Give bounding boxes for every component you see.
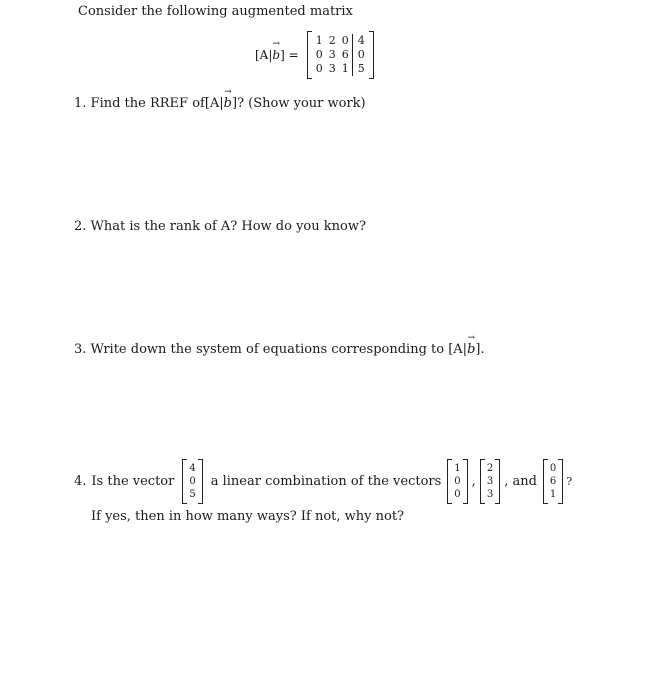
matrix-cell: 0 <box>341 34 349 47</box>
question-3-number: 3. <box>74 342 87 357</box>
matrix-cell: 0 <box>315 62 323 75</box>
question-2 <box>74 219 366 234</box>
question-2-text: What is the rank of A? How do you know? <box>90 219 366 234</box>
matrix-cell: 3 <box>328 62 336 75</box>
vector-separator-comma: , <box>471 474 476 489</box>
question-4-followup: If yes, then in how many ways? If not, why not? <box>91 509 405 524</box>
matrix-cell: 1 <box>315 34 323 47</box>
matrix-label <box>255 48 299 62</box>
augmented-matrix-block <box>255 32 374 78</box>
question-3-text-after: ]. <box>475 342 485 357</box>
vector-entry: 3 <box>486 476 494 487</box>
question-1-text-before: Find the RREF of[A| <box>90 96 224 111</box>
basis-vector-1 <box>447 460 467 503</box>
vector-entry: 1 <box>454 463 461 474</box>
matrix-augmented-cell: 5 <box>352 62 368 76</box>
question-4-question-mark: ? <box>566 475 573 488</box>
question-2-number: 2. <box>74 219 87 234</box>
vector-entry: 0 <box>454 489 461 500</box>
matrix-row <box>313 34 368 48</box>
vector-entry: 2 <box>486 463 494 474</box>
question-1-number: 1. <box>74 96 87 111</box>
target-vector <box>182 460 202 503</box>
question-4-lead-text: Is the vector <box>91 474 175 489</box>
vector-entry: 5 <box>189 489 196 500</box>
matrix-row <box>313 48 368 62</box>
augmented-matrix <box>307 32 374 78</box>
vector-entry: 0 <box>549 463 557 474</box>
question-1-b: → b <box>224 96 232 111</box>
vector-entry: 0 <box>454 476 461 487</box>
question-3 <box>74 342 485 357</box>
matrix-augmented-cell: 4 <box>352 34 368 48</box>
matrix-cell: 3 <box>328 48 336 61</box>
question-4-combo-text: a linear combination of the vectors <box>210 474 442 489</box>
vector-entry: 0 <box>189 476 196 487</box>
question-1 <box>74 96 366 111</box>
vector-entry: 4 <box>189 463 196 474</box>
question-4-number: 4. <box>74 474 87 489</box>
matrix-label-left: [A| <box>255 48 273 62</box>
matrix-label-right: ] = <box>280 48 299 62</box>
matrix-label-b: → b <box>272 48 280 62</box>
question-4 <box>74 460 572 503</box>
question-1-text-after: ]? (Show your work) <box>232 96 366 111</box>
vector-entry: 3 <box>486 489 494 500</box>
matrix-cell: 0 <box>315 48 323 61</box>
matrix-cell: 6 <box>341 48 349 61</box>
intro-text: Consider the following augmented matrix <box>78 4 353 19</box>
augmented-matrix-table <box>313 34 368 76</box>
basis-vector-2 <box>480 460 500 503</box>
vector-separator-and: , and <box>504 474 537 489</box>
vector-entry: 1 <box>549 489 557 500</box>
basis-vector-3 <box>543 460 563 503</box>
vector-entry: 6 <box>549 476 557 487</box>
question-3-b: → b <box>467 342 475 357</box>
matrix-row <box>313 62 368 76</box>
matrix-augmented-cell: 0 <box>352 48 368 62</box>
question-3-text-before: Write down the system of equations corresponding to [A| <box>90 342 468 357</box>
matrix-cell: 2 <box>328 34 336 47</box>
matrix-cell: 1 <box>341 62 349 75</box>
